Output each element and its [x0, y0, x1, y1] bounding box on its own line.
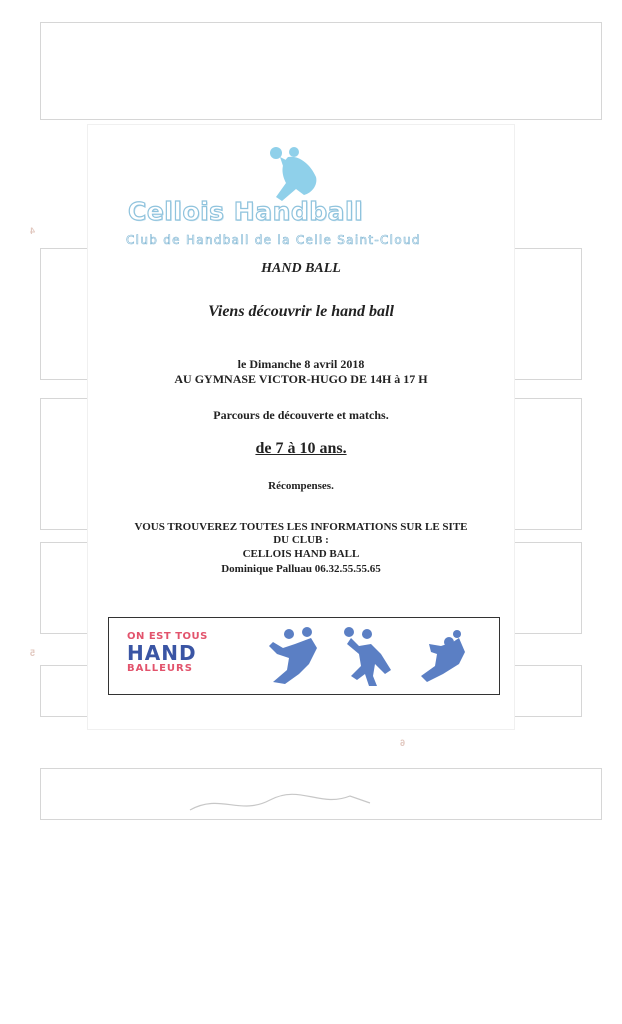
- contact: Dominique Palluau 06.32.55.55.65: [221, 563, 381, 575]
- club-name: Cellois Handball: [128, 197, 364, 226]
- info-line-2: DU CLUB :: [273, 534, 329, 546]
- bleed-text: 4: [30, 226, 36, 236]
- player-silhouette-icon: [259, 624, 329, 688]
- banner-line-2: HAND: [127, 641, 197, 665]
- rewards: Récompenses.: [268, 480, 334, 492]
- promo-banner: [108, 617, 500, 695]
- event-activity: Parcours de découverte et matchs.: [213, 408, 389, 422]
- banner-line-1: ON EST TOUS: [127, 631, 208, 642]
- player-silhouette-icon: [337, 624, 399, 688]
- heading: HAND BALL: [261, 261, 341, 276]
- club-logo: [88, 143, 514, 258]
- flyer: [88, 125, 514, 729]
- handball-player-icon: [260, 143, 332, 203]
- player-silhouette-icon: [413, 624, 483, 688]
- signature-mark: [180, 788, 380, 818]
- banner-line-3: BALLEURS: [127, 663, 193, 674]
- bleed-box: [40, 22, 602, 120]
- event-venue: AU GYMNASE VICTOR-HUGO DE 14H à 17 H: [174, 372, 428, 386]
- bleed-text: 6: [400, 738, 406, 748]
- age-range: de 7 à 10 ans.: [255, 440, 347, 457]
- club-subtitle: Club de Handball de la Celle Saint-Cloud: [126, 233, 421, 247]
- bleed-text: 5: [30, 648, 36, 658]
- info-line-1: VOUS TROUVEREZ TOUTES LES INFORMATIONS SUR LE SITE: [134, 521, 468, 533]
- info-line-3: CELLOIS HAND BALL: [242, 548, 360, 560]
- banner-slogan: [127, 632, 232, 674]
- tagline: Viens découvrir le hand ball: [208, 303, 394, 320]
- event-date: le Dimanche 8 avril 2018: [237, 357, 365, 371]
